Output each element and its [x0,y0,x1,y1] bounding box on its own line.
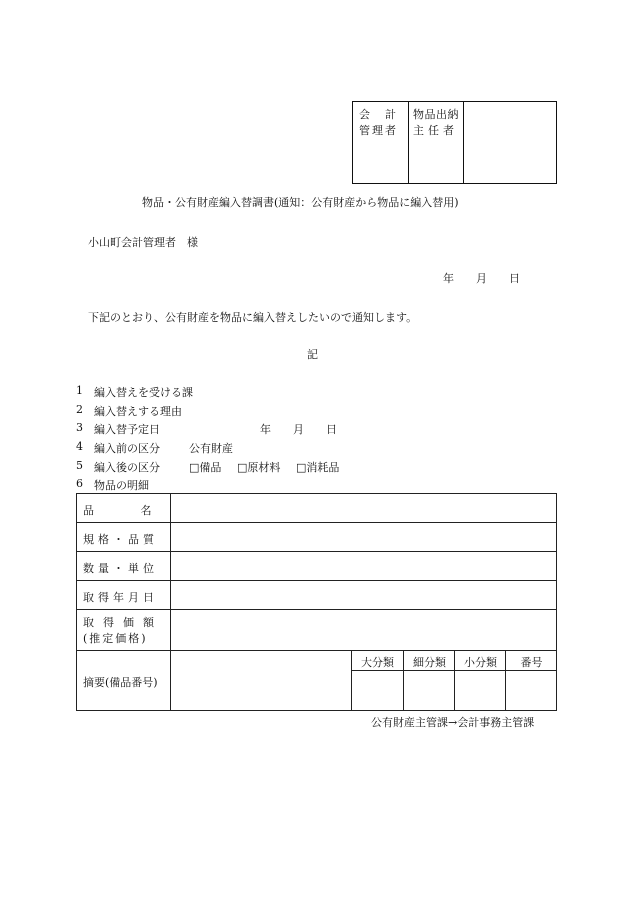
stamp-cell-goods-custodian: 物品出納 主任者 [413,108,459,137]
body-text: 下記のとおり、公有財産を物品に編入替えしたいので通知します。 [88,311,418,324]
row-label-acquisition-price: 取得価額 [83,616,163,629]
stamp-divider [463,102,464,183]
list-item: 2 編入替えする理由 [76,403,182,418]
document-title: 物品・公有財産編入替調書(通知：公有財産から物品に編入替用) [142,196,459,209]
approval-stamp-box [352,101,557,184]
stamp-cell-accounting-manager: 会 計 管理者 [359,108,398,137]
row-label-acquisition-date: 取得年月日 [83,591,158,604]
code-header-number: 番号 [520,656,543,669]
code-header-major: 大分類 [361,656,394,669]
ki-heading: 記 [307,348,318,361]
goods-detail-table [76,493,557,711]
document-date: 年 月 日 [443,272,520,285]
list-item: 4 編入前の区分 公有財産 [76,440,233,455]
list-item: 3 編入替予定日 年 月 日 [76,421,337,436]
list-item: 1 編入替えを受ける課 [76,384,193,399]
before-category-value: 公有財産 [189,442,233,455]
addressee: 小山町会計管理者 様 [88,236,198,249]
option-checkbox-equipment[interactable]: □備品 [189,461,222,474]
stamp-divider [408,102,409,183]
list-item: 6 物品の明細 [76,477,149,492]
row-label-estimated-price: (推定価格) [83,632,148,645]
row-label-summary: 摘要(備品番号) [83,676,158,689]
list-item: 5 編入後の区分 □備品 □原材料 □消耗品 [76,459,340,474]
code-header-detail: 細分類 [413,656,446,669]
row-label-item-name: 品 名 [83,504,152,517]
code-header-minor: 小分類 [464,656,497,669]
scheduled-date-value: 年 月 日 [260,423,337,436]
row-label-spec-quality: 規格・品質 [83,533,158,546]
option-checkbox-consumable[interactable]: □消耗品 [296,461,340,474]
routing-footer: 公有財産主管課→会計事務主管課 [371,716,535,729]
row-label-quantity-unit: 数量・単位 [83,562,158,575]
option-checkbox-raw-material[interactable]: □原材料 [237,461,281,474]
